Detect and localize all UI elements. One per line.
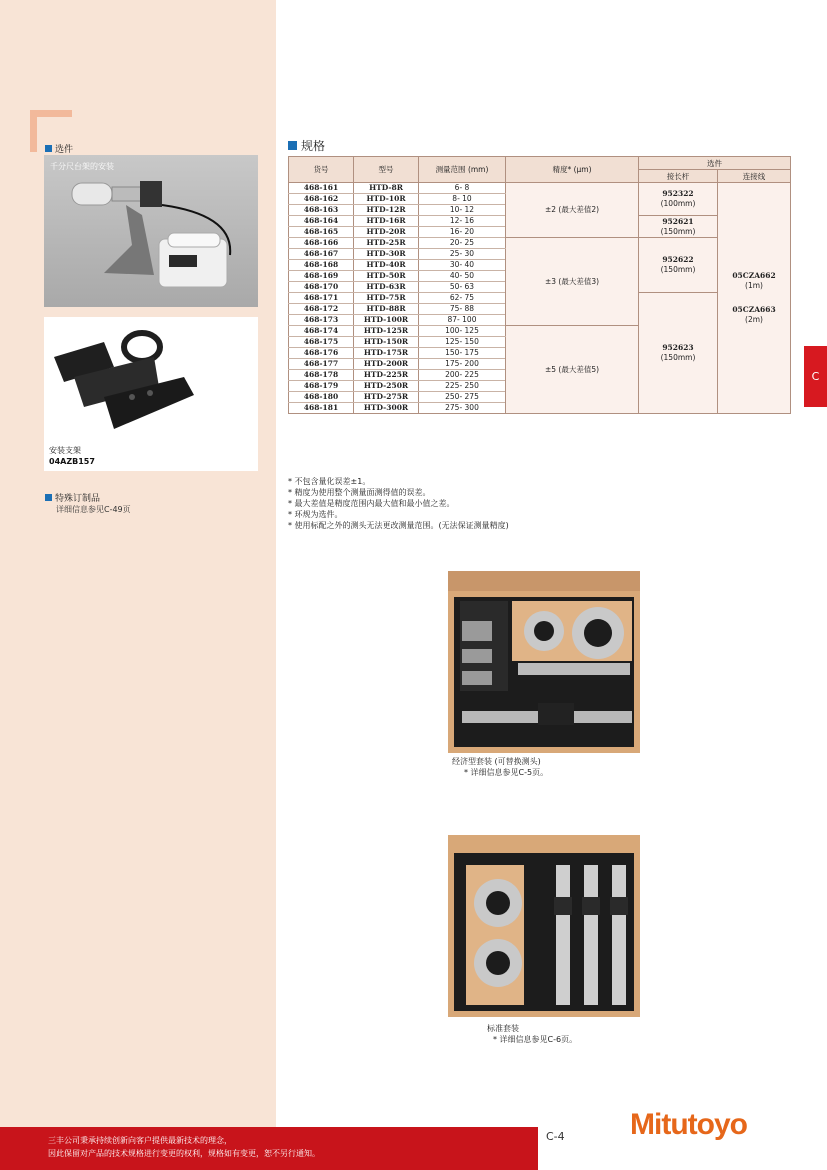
footnote: * 最大差值是精度范围内最大值和最小值之差。	[288, 499, 455, 508]
special-order-heading: 特殊订制品	[45, 491, 100, 504]
cell-code: 468-178	[289, 370, 354, 381]
cell-model: HTD-250R	[354, 381, 419, 392]
cell-model: HTD-150R	[354, 337, 419, 348]
cell-model: HTD-200R	[354, 359, 419, 370]
cell-code: 468-170	[289, 282, 354, 293]
micrometer-stand-illustration	[44, 155, 258, 307]
cell-code: 468-177	[289, 359, 354, 370]
cell-code: 468-165	[289, 227, 354, 238]
cell-model: HTD-10R	[354, 194, 419, 205]
cell-range: 250- 275	[419, 392, 506, 403]
cell-model: HTD-175R	[354, 348, 419, 359]
cell-extension	[639, 183, 718, 216]
header-range: 测量范围 (mm)	[419, 157, 506, 183]
extension-code: 952621	[662, 216, 694, 226]
cell-code: 468-175	[289, 337, 354, 348]
notice-line: 三丰公司秉承持续创新向客户提供最新技术的理念，	[48, 1136, 232, 1145]
footnotes	[288, 476, 509, 531]
cell-code: 468-164	[289, 216, 354, 227]
footnote: * 使用标配之外的测头无法更改测量范围。(无法保证测量精度)	[288, 521, 509, 530]
cable-code: 05CZA663	[732, 305, 776, 314]
spec-table	[288, 156, 791, 414]
cell-model: HTD-63R	[354, 282, 419, 293]
cell-extension	[639, 238, 718, 293]
cable-length: (2m)	[745, 315, 763, 324]
cell-range: 200- 225	[419, 370, 506, 381]
header-cable: 连接线	[718, 170, 791, 183]
cell-model: HTD-300R	[354, 403, 419, 414]
options-heading: 选件	[45, 142, 73, 155]
footnote: * 不包含量化误差±1。	[288, 477, 371, 486]
cell-range: 125- 150	[419, 337, 506, 348]
cell-range: 25- 30	[419, 249, 506, 260]
cell-range: 50- 63	[419, 282, 506, 293]
cell-code: 468-172	[289, 304, 354, 315]
cell-accuracy: ±5 (最大差值5)	[506, 326, 639, 414]
cell-range: 275- 300	[419, 403, 506, 414]
notice-line: 因此保留对产品的技术规格进行变更的权利，规格如有变更，恕不另行通知。	[48, 1149, 320, 1158]
cell-range: 175- 200	[419, 359, 506, 370]
section-tab[interactable]: C	[804, 346, 827, 407]
extension-length: (150mm)	[660, 226, 696, 236]
cell-code: 468-166	[289, 238, 354, 249]
cell-range: 8- 10	[419, 194, 506, 205]
spec-title: 规格	[288, 137, 325, 154]
cell-accuracy: ±3 (最大差值3)	[506, 238, 639, 326]
table-row	[289, 238, 791, 249]
standard-set-illustration	[448, 835, 640, 1017]
cell-model: HTD-125R	[354, 326, 419, 337]
cell-model: HTD-88R	[354, 304, 419, 315]
extension-code: 952622	[662, 255, 694, 264]
cell-model: HTD-50R	[354, 271, 419, 282]
cell-model: HTD-12R	[354, 205, 419, 216]
cell-cable	[718, 183, 791, 414]
cell-model: HTD-8R	[354, 183, 419, 194]
header-accuracy: 精度* (μm)	[506, 157, 639, 183]
cell-model: HTD-16R	[354, 216, 419, 227]
cell-code: 468-176	[289, 348, 354, 359]
cell-code: 468-168	[289, 260, 354, 271]
cell-code: 468-169	[289, 271, 354, 282]
cell-code: 468-181	[289, 403, 354, 414]
cell-range: 10- 12	[419, 205, 506, 216]
cell-code: 468-179	[289, 381, 354, 392]
cell-model: HTD-275R	[354, 392, 419, 403]
header-extension: 接长杆	[639, 170, 718, 183]
cell-model: HTD-40R	[354, 260, 419, 271]
page-number: C-4	[546, 1130, 565, 1143]
cell-code: 468-173	[289, 315, 354, 326]
cell-model: HTD-75R	[354, 293, 419, 304]
photo1-caption: 千分尺台架的安装	[50, 162, 114, 171]
cell-model: HTD-20R	[354, 227, 419, 238]
cable-length: (1m)	[745, 281, 763, 290]
extension-length: (100mm)	[660, 199, 696, 208]
mounting-bracket-photo	[44, 317, 258, 471]
cell-code: 468-171	[289, 293, 354, 304]
cell-code: 468-161	[289, 183, 354, 194]
economy-set-caption: 经济型套装 (可替换测头) * 详细信息参见C-5页。	[452, 757, 549, 777]
cell-range: 12- 16	[419, 216, 506, 227]
cell-accuracy: ±2 (最大差值2)	[506, 183, 639, 238]
cable-code: 05CZA662	[732, 271, 776, 280]
footnote: * 环规为选件。	[288, 510, 343, 519]
cell-range: 20- 25	[419, 238, 506, 249]
extension-code: 952322	[662, 189, 694, 198]
cell-code: 468-162	[289, 194, 354, 205]
cell-range: 62- 75	[419, 293, 506, 304]
economy-set-photo	[448, 571, 640, 753]
square-bullet-icon	[45, 494, 52, 501]
cell-range: 16- 20	[419, 227, 506, 238]
cell-model: HTD-100R	[354, 315, 419, 326]
cell-code: 468-180	[289, 392, 354, 403]
cell-extension	[639, 216, 718, 238]
cell-extension	[639, 293, 718, 414]
header-accessories: 选件	[639, 157, 791, 170]
bottom-notice-bar	[0, 1127, 538, 1170]
extension-code: 952623	[662, 343, 694, 352]
cell-range: 150- 175	[419, 348, 506, 359]
extension-length: (150mm)	[660, 353, 696, 362]
square-bullet-icon	[288, 141, 297, 150]
cell-range: 100- 125	[419, 326, 506, 337]
header-code: 货号	[289, 157, 354, 183]
cell-range: 87- 100	[419, 315, 506, 326]
cell-model: HTD-25R	[354, 238, 419, 249]
brand-logo: Mitutoyo	[630, 1108, 747, 1141]
table-row	[289, 183, 791, 194]
cell-code: 468-163	[289, 205, 354, 216]
economy-set-illustration	[448, 571, 640, 753]
extension-length: (150mm)	[660, 265, 696, 274]
standard-set-photo	[448, 835, 640, 1017]
footnote: * 精度为使用整个测量面测得值的误差。	[288, 488, 431, 497]
cell-range: 225- 250	[419, 381, 506, 392]
cell-range: 6- 8	[419, 183, 506, 194]
micrometer-stand-photo	[44, 155, 258, 307]
standard-set-caption: 标准套装 * 详细信息参见C-6页。	[487, 1024, 578, 1044]
cell-range: 75- 88	[419, 304, 506, 315]
photo2-caption: 安装支架 04AZB157	[49, 446, 95, 466]
cell-range: 30- 40	[419, 260, 506, 271]
cell-model: HTD-30R	[354, 249, 419, 260]
cell-code: 468-167	[289, 249, 354, 260]
special-order-note: 详细信息参见C-49页	[56, 505, 131, 514]
cell-model: HTD-225R	[354, 370, 419, 381]
cell-code: 468-174	[289, 326, 354, 337]
header-model: 型号	[354, 157, 419, 183]
cell-range: 40- 50	[419, 271, 506, 282]
square-bullet-icon	[45, 145, 52, 152]
